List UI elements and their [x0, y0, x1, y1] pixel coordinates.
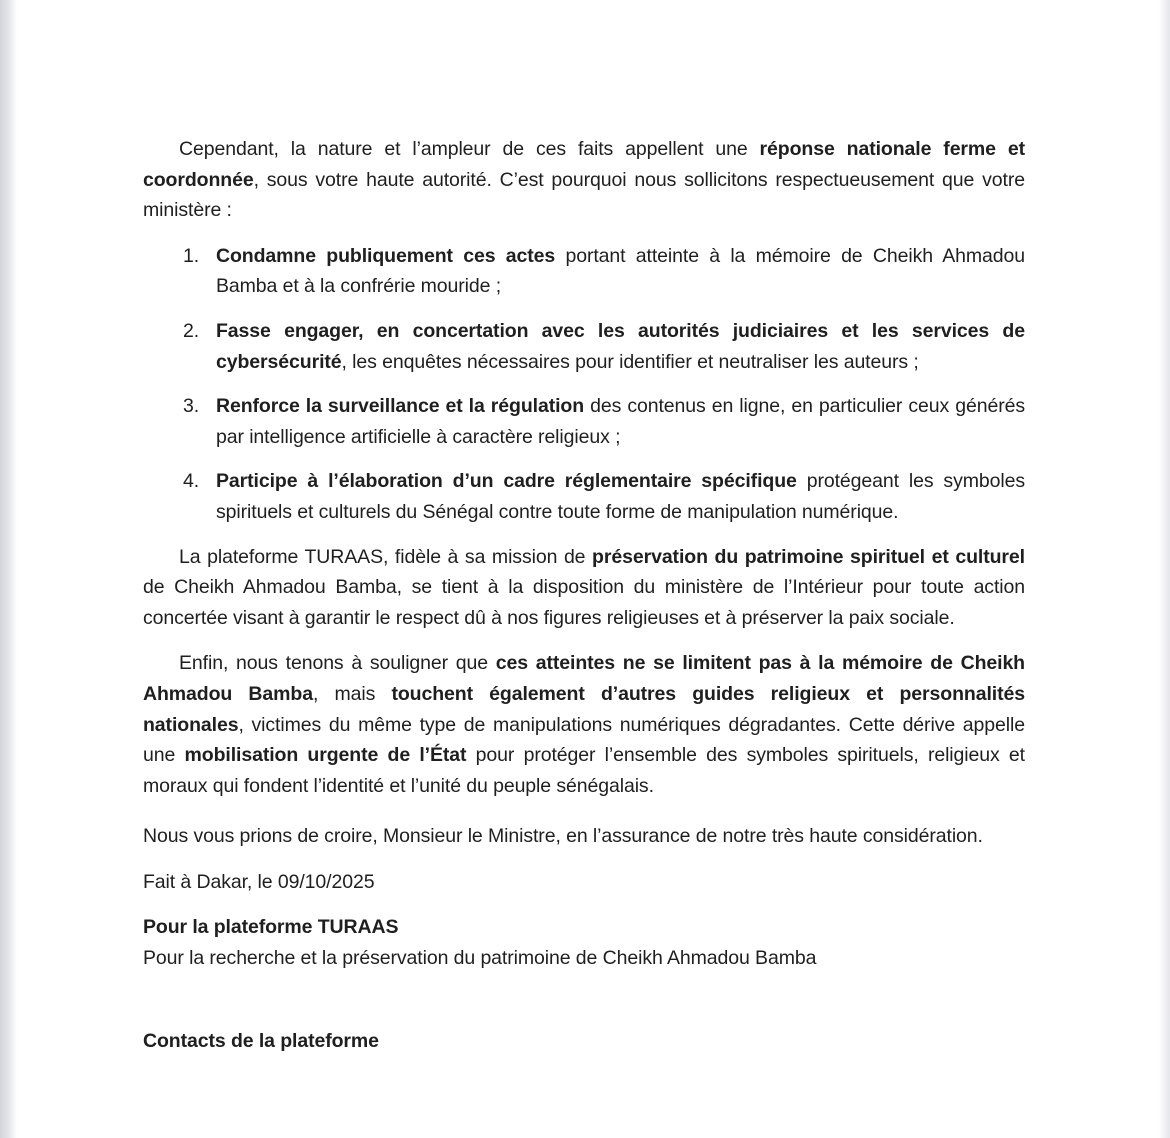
text-run: Pour la recherche et la préservation du patrimoine de Cheikh Ahmadou Bamba — [143, 947, 817, 970]
text-run: Cependant, la nature et l’ampleur de ces faits appellent une — [179, 138, 760, 160]
paragraph — [143, 542, 1025, 634]
text-run: de Cheikh Ahmadou Bamba, se tient à la disposition du ministère de l’Intérieur pour toute action concertée visant à garantir le respect dû à nos figures religieuses et à préserver la paix sociale. — [143, 576, 1025, 629]
text-run: des contenus en ligne, en particulier ceux générés par intelligence artificielle à caractère religieux ; — [216, 395, 1025, 448]
paragraph — [143, 134, 1025, 226]
bold-text-run: Renforce la surveillance et la régulation — [216, 395, 585, 418]
list-number: 1. — [183, 244, 200, 267]
bold-text-run: Fasse engager, en concertation avec les autorités judiciaires et les services de cybersécurité — [216, 319, 1025, 373]
list-number: 4. — [183, 470, 200, 493]
text-run: protégeant les symboles spirituels et culturels du Sénégal contre toute forme de manipulation numérique. — [216, 470, 1025, 523]
text-run: Fait à Dakar, le 09/10/2025 — [143, 870, 375, 893]
bold-text-run: Pour la plateforme TURAAS — [143, 916, 399, 939]
text-run: Nous vous prions de croire, Monsieur le Ministre, en l’assurance de notre très haute considération. — [143, 825, 983, 848]
text-run: pour protéger l’ensemble des symboles spirituels, religieux et moraux qui fondent l’identité et l’unité du peuple sénégalais. — [143, 744, 1025, 797]
paragraph — [143, 943, 1025, 974]
text-run: , mais — [312, 682, 392, 705]
text-run: , victimes du même type de manipulations numériques dégradantes. Cette dérive appelle une — [143, 713, 1025, 767]
page-right-edge-shadow — [1159, 0, 1170, 1138]
paragraph — [143, 648, 1025, 801]
page-left-edge-shadow — [0, 0, 17, 1138]
list-number: 2. — [183, 319, 200, 342]
list-item — [143, 391, 1025, 452]
list-item — [143, 466, 1025, 527]
list-item — [143, 241, 1025, 302]
bold-text-run: Contacts de la plateforme — [143, 1029, 379, 1052]
bold-text-run: mobilisation urgente de l’État — [184, 744, 467, 767]
numbered-list — [143, 241, 1025, 528]
list-item — [143, 316, 1025, 377]
bold-text-run: Participe à l’élaboration d’un cadre réglementaire spécifique — [216, 470, 797, 493]
text-run: , sous votre haute autorité. C’est pourquoi nous sollicitons respectueusement que votre ministère : — [143, 168, 1025, 222]
paragraph — [143, 821, 1025, 852]
paragraph — [143, 912, 1025, 943]
bold-text-run: ces atteintes ne se limitent pas à la mémoire de Cheikh Ahmadou Bamba — [143, 652, 1025, 705]
text-run: La plateforme TURAAS, fidèle à sa mission de — [179, 545, 593, 568]
cut-off-bottom-line — [143, 1026, 1025, 1057]
document-content — [143, 0, 1025, 1071]
bold-text-run: préservation du patrimoine spirituel et culturel — [592, 545, 1025, 568]
text-run: Enfin, nous tenons à souligner que — [179, 652, 496, 675]
bold-text-run: Condamne publiquement ces actes — [216, 244, 556, 267]
list-number: 3. — [183, 395, 200, 418]
paragraph — [143, 867, 1025, 898]
text-run: , les enquêtes nécessaires pour identifier et neutraliser les auteurs ; — [341, 350, 919, 373]
text-run: portant atteinte à la mémoire de Cheikh Ahmadou Bamba et à la confrérie mouride ; — [216, 244, 1025, 298]
bold-text-run: réponse nationale ferme et coordonnée — [143, 138, 1025, 191]
bold-text-run: touchent également d’autres guides religieux et personnalités nationales — [143, 682, 1025, 736]
